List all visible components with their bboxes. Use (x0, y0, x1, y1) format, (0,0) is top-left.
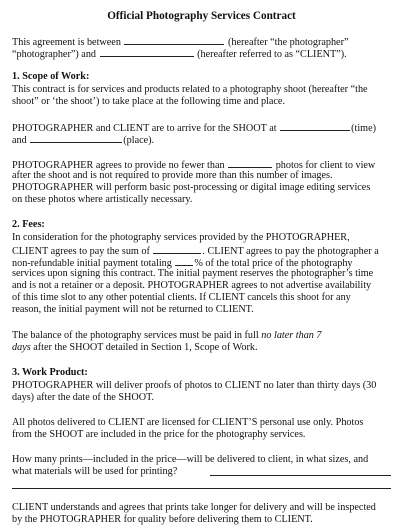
fees-p2-line-1: The balance of the photography services must be paid in full no later than 7 (12, 330, 322, 341)
work-p2-line-1: All photos delivered to CLIENT are licensed for CLIENT’S personal use only. Photos (12, 417, 364, 428)
fees-line-4: services upon signing this contract. The initial payment reserves the photographer’s time (12, 268, 374, 279)
work-p3-line-1: How many prints—included in the price—will be delivered to client, in what sizes, and (12, 454, 369, 465)
work-p4-line-2: by the PHOTOGRAPHER for quality before delivering them to CLIENT. (12, 514, 313, 525)
shoot-time-blank[interactable] (280, 121, 350, 131)
total-sum-blank[interactable] (153, 244, 201, 254)
work-p3-line-2: what materials will be used for printing? (12, 466, 178, 477)
fees-line-2: CLIENT agrees to pay the sum of . CLIENT agrees to pay the photographer a (12, 246, 379, 257)
section-heading-work-product: 3. Work Product: (12, 367, 88, 378)
work-p2-line-2: from the SHOOT are included in the price for the photography services. (12, 429, 306, 440)
section-heading-fees: 2. Fees: (12, 219, 45, 230)
fees-line-6: of this time slot to any other potential clients. If CLIENT cancels this shoot for any (12, 292, 351, 303)
scope-p2-line-2: and (place). (12, 135, 155, 146)
prints-answer-line-1[interactable] (210, 475, 391, 476)
work-p4-line-1: CLIENT understands and agrees that prints take longer for delivery and will be inspected (12, 502, 376, 513)
scope-p3-line-1: PHOTOGRAPHER agrees to provide no fewer than photos for client to view (12, 160, 376, 171)
intro-line-2: “photographer”) and (hereafter referred to as “CLIENT”). (12, 49, 347, 60)
fees-line-5: and is not a retainer or a deposit. PHOTOGRAPHER agrees to not advertise availability (12, 280, 372, 291)
client-name-blank[interactable] (100, 47, 194, 57)
fees-line-3: non-refundable initial payment totaling % of the total price of the photography (12, 258, 353, 269)
scope-p3-line-4: on these photos where artistically necessary. (12, 194, 193, 205)
prints-answer-line-2[interactable] (12, 488, 391, 489)
scope-p3-line-3: PHOTOGRAPHER will perform basic post-processing or digital image editing services (12, 182, 371, 193)
fees-line-7: reason, the initial payment will not be returned to CLIENT. (12, 304, 254, 315)
scope-p1-line-2: shoot” or ‘the shoot’) to take place at the following time and place. (12, 96, 285, 107)
work-p1-line-2: days) after the date of the SHOOT. (12, 392, 155, 403)
scope-p2-line-1: PHOTOGRAPHER and CLIENT are to arrive for the SHOOT at (time) (12, 123, 377, 134)
scope-p1-line-1: This contract is for services and products related to a photography shoot (hereafter “the (12, 84, 368, 95)
fees-p2-line-2: days after the SHOOT detailed in Section 1, Scope of Work. (12, 342, 258, 353)
work-p1-line-1: PHOTOGRAPHER will deliver proofs of photos to CLIENT no later than thirty days (30 (12, 380, 377, 391)
page-title: Official Photography Services Contract (107, 10, 296, 22)
fees-line-1: In consideration for the photography services provided by the PHOTOGRAPHER, (12, 232, 350, 243)
section-heading-scope: 1. Scope of Work: (12, 71, 90, 82)
party-1-blank[interactable] (124, 35, 224, 45)
intro-line-1: This agreement is between (hereafter “the photographer” (12, 37, 349, 48)
shoot-place-blank[interactable] (30, 133, 122, 143)
initial-percent-blank[interactable] (175, 256, 193, 266)
photo-count-blank[interactable] (228, 158, 272, 168)
scope-p3-line-2: after the shoot and is not required to provide more than this number of images. (12, 170, 333, 181)
